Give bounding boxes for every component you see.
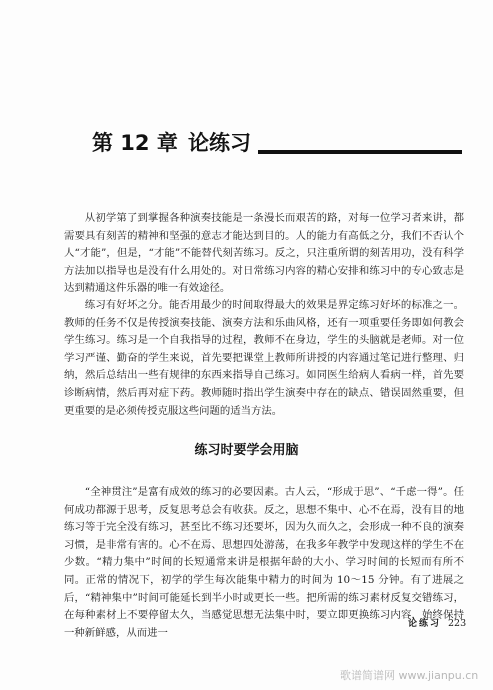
chapter-number: 第 12 章 bbox=[92, 131, 178, 155]
chapter-title-rule bbox=[258, 150, 462, 154]
section-heading: 练习时要学会用脑 bbox=[194, 443, 299, 458]
chapter-title: 论练习 bbox=[188, 131, 251, 155]
page-footer bbox=[408, 617, 468, 631]
paragraph-3: “全神贯注”是富有成效的练习的必要因素。古人云，“形成于思”、“千虑一得”。任何成功都源于思考，反复思考总会有收获。反之，思想不集中、心不在焉，没有目的地练习等于完全没有练习，甚至比不练习还要坏，因为久而久之，会形成一种不良的演奏习惯，是非常有害的。心不在焉、思想四处游荡，在我多年教学中发现这样的学生不在少数。“精力集中”时间的长短通常来讲是根据年龄的大小、学习时间的长短而有所不同。正常的情况下，初学的学生每次能集中精力的时间为 10～15 分钟。有了进展之后，“精神集中”时间可能延长到半小时或更长一些。把所需的练习素材反复交错练习，在每种素材上不要停留太久，当感觉思想无法集中时，要立即更换练习内容，始终保持一种新鲜感，从而进一 bbox=[64, 486, 464, 639]
page-number: 223 bbox=[448, 618, 467, 629]
paragraph-2: 练习有好坏之分。能否用最少的时间取得最大的效果是界定练习好坏的标准之一。教师的任务不仅是传授演奏技能、演奏方法和乐曲风格，还有一项重要任务即如何教会学生练习。练习是一个自我指导的过程，教师不在身边，学生的头脑就是老师。对一位学习严谨、勤奋的学生来说，首先要把课堂上教师所讲授的内容通过笔记进行整理、归纳，然后总结出一些有规律的东西来指导自己练习。如同医生给病人看病一样，首先要诊断病情，然后再对症下药。教师随时指出学生演奏中存在的缺点、错误固然重要，但更重要的是必须传授克服这些问题的适当方法。 bbox=[64, 299, 464, 417]
site-watermark: 歌谱简谱网 www.jianpu.cn bbox=[340, 669, 479, 682]
paragraph-1: 从初学第了到掌握各种演奏技能是一条漫长而艰苦的路，对每一位学习者来讲，都需要具有刻苦的精神和坚强的意志才能达到目的。人的能力有高低之分，我们不否认个人“才能”，但是，“才能”不能替代刻苦练习。反之，只注重所谓的刻苦用功，没有科学方法加以指导也是没有什么用处的。对日常练习内容的精心安排和练习中的专心致志是达到精通这件乐器的唯一有效途径。 bbox=[64, 212, 464, 295]
chapter-heading bbox=[92, 129, 462, 161]
running-title: 论练习 bbox=[408, 619, 442, 629]
